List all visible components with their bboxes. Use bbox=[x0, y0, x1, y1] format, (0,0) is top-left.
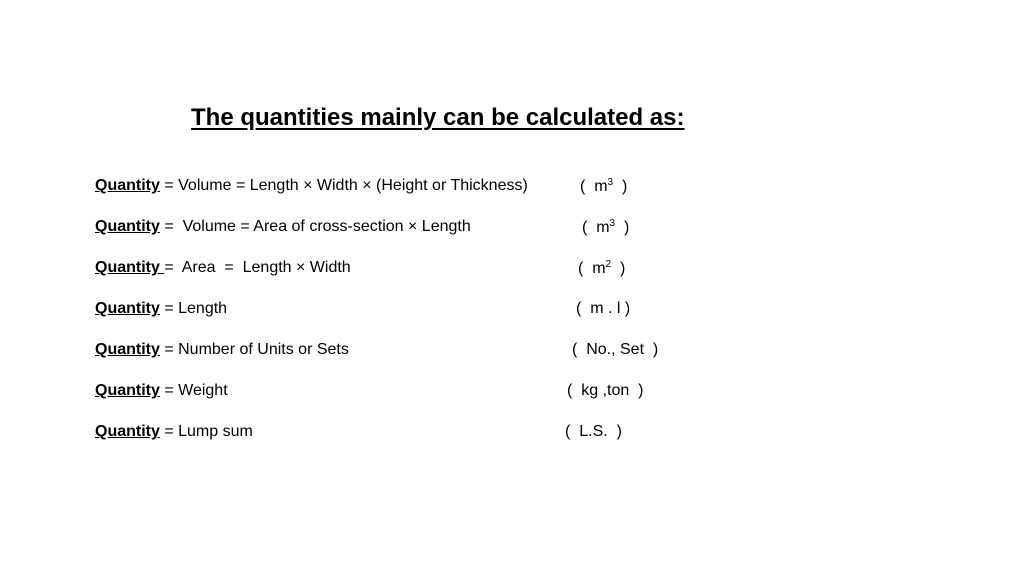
quantity-unit bbox=[572, 341, 658, 359]
open-paren: ( bbox=[565, 423, 571, 440]
unit-base: m bbox=[594, 178, 608, 195]
quantity-label: Quantity bbox=[95, 423, 160, 440]
open-paren: ( bbox=[582, 219, 588, 236]
quantity-label: Quantity bbox=[95, 382, 160, 399]
unit-base: L.S. bbox=[579, 423, 608, 440]
quantity-label: Quantity bbox=[95, 259, 165, 276]
close-paren: ) bbox=[638, 382, 644, 399]
quantity-row-volume bbox=[95, 177, 628, 199]
quantity-formula: = Number of Units or Sets bbox=[159, 341, 349, 358]
close-paren: ) bbox=[624, 300, 631, 317]
unit-exponent: 3 bbox=[607, 177, 614, 188]
quantity-formula: = Lump sum bbox=[159, 423, 253, 440]
quantity-label: Quantity bbox=[95, 300, 160, 317]
close-paren: ) bbox=[620, 260, 626, 277]
quantity-unit bbox=[582, 218, 629, 237]
close-paren: ) bbox=[624, 219, 630, 236]
quantity-label: Quantity bbox=[95, 177, 160, 194]
quantity-row-units bbox=[95, 341, 659, 363]
quantity-unit bbox=[567, 382, 643, 400]
unit-base: kg ,ton bbox=[581, 382, 630, 399]
quantity-label: Quantity bbox=[95, 218, 160, 235]
open-paren: ( bbox=[576, 300, 582, 317]
close-paren: ) bbox=[622, 178, 628, 195]
unit-base: m bbox=[596, 219, 610, 236]
open-paren: ( bbox=[567, 382, 573, 399]
quantity-row-lump-sum bbox=[95, 423, 622, 445]
quantity-row-length bbox=[95, 300, 631, 322]
slide-title: The quantities mainly can be calculated as: bbox=[191, 104, 685, 131]
unit-exponent: 2 bbox=[605, 259, 612, 270]
quantity-formula: = Area = Length × Width bbox=[164, 259, 351, 276]
quantity-unit bbox=[576, 300, 630, 318]
quantity-formula: = Volume = Area of cross-section × Length bbox=[159, 218, 471, 235]
quantity-label: Quantity bbox=[95, 341, 160, 358]
unit-base: m . l bbox=[590, 300, 621, 317]
close-paren: ) bbox=[652, 341, 659, 358]
quantity-unit bbox=[580, 177, 627, 196]
quantity-unit bbox=[578, 259, 625, 278]
unit-base: No., Set bbox=[586, 341, 645, 358]
open-paren: ( bbox=[572, 341, 578, 358]
quantity-formula: = Weight bbox=[159, 382, 228, 399]
quantity-formula: = Length bbox=[159, 300, 228, 317]
open-paren: ( bbox=[578, 260, 584, 277]
quantity-row-weight bbox=[95, 382, 644, 404]
open-paren: ( bbox=[580, 178, 586, 195]
quantity-row-area bbox=[95, 259, 626, 281]
quantity-formula: = Volume = Length × Width × (Height or Thickness) bbox=[159, 177, 528, 194]
unit-exponent: 3 bbox=[609, 218, 616, 229]
quantity-row-volume-cross-section bbox=[95, 218, 630, 240]
close-paren: ) bbox=[616, 423, 622, 440]
quantity-unit bbox=[565, 423, 622, 441]
unit-base: m bbox=[592, 260, 606, 277]
